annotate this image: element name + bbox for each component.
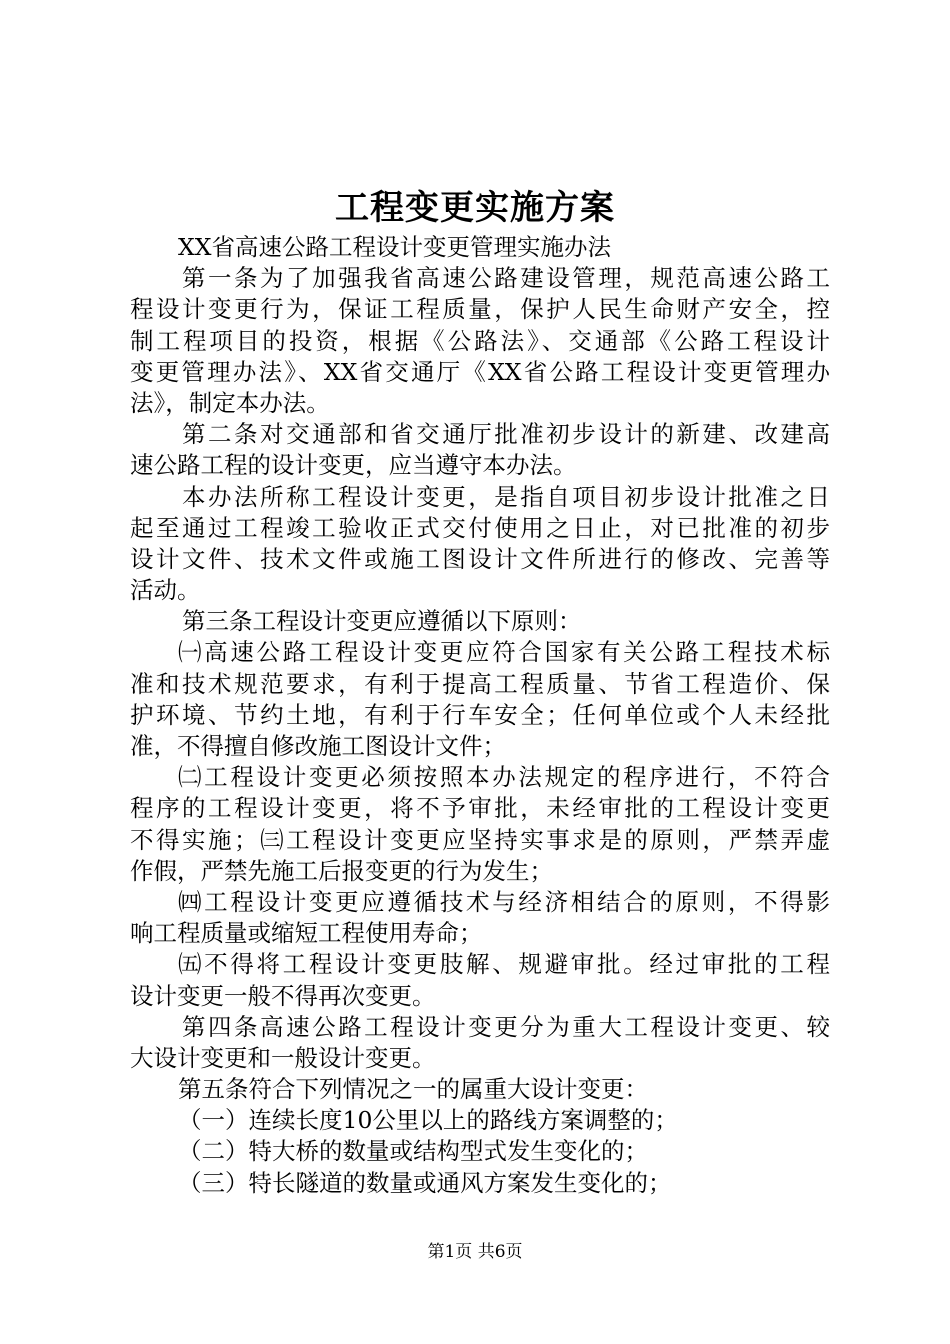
text-line: 准，不得擅自修改施工图设计文件； bbox=[130, 732, 506, 760]
text-line: 法》，制定本办法。 bbox=[130, 388, 330, 417]
document-body bbox=[130, 232, 830, 1199]
text-line: 第三条工程设计变更应遵循以下原则： bbox=[182, 607, 582, 636]
text-line: 本办法所称工程设计变更，是指自项目初步设计批准之日 bbox=[182, 482, 830, 511]
text-line: 第五条符合下列情况之一的属重大设计变更： bbox=[178, 1075, 648, 1104]
text-line: （三）特长隧道的数量或通风方案发生变化的； bbox=[178, 1168, 672, 1197]
text-line: 程序的工程设计变更，将不予审批，未经审批的工程设计变更 bbox=[130, 794, 830, 823]
document-title: 工程变更实施方案 bbox=[335, 188, 615, 228]
subtitle-line: XX省高速公路工程设计变更管理实施办法 bbox=[178, 233, 611, 261]
text-line: （二）特大桥的数量或结构型式发生变化的； bbox=[178, 1137, 648, 1166]
text-line: 变更管理办法》、XX省交通厅《XX省公路工程设计变更管理办 bbox=[130, 357, 830, 386]
text-line: 设计文件、技术文件或施工图设计文件所进行的修改、完善等 bbox=[130, 544, 830, 573]
text-line: 不得实施；㈢工程设计变更应坚持实事求是的原则，严禁弄虚 bbox=[130, 825, 830, 854]
text-line: 活动。 bbox=[130, 576, 201, 605]
text-line: 程设计变更行为，保证工程质量，保护人民生命财产安全，控 bbox=[130, 295, 830, 324]
text-line: 大设计变更和一般设计变更。 bbox=[130, 1043, 436, 1072]
text-line: 作假，严禁先施工后报变更的行为发生； bbox=[130, 856, 553, 885]
text-line: 制工程项目的投资，根据《公路法》、交通部《公路工程设计 bbox=[130, 326, 830, 355]
text-line: （一）连续长度10公里以上的路线方案调整的； bbox=[178, 1106, 678, 1135]
text-line: ㈤不得将工程设计变更肢解、规避审批。经过审批的工程 bbox=[178, 950, 830, 979]
text-line: 设计变更一般不得再次变更。 bbox=[130, 981, 436, 1010]
text-line: ㈡工程设计变更必须按照本办法规定的程序进行，不符合 bbox=[178, 763, 830, 792]
text-line: 护环境、节约土地，有利于行车安全；任何单位或个人未经批 bbox=[130, 700, 830, 729]
text-line: 第二条对交通部和省交通厅批准初步设计的新建、改建高 bbox=[182, 420, 830, 449]
text-line: 起至通过工程竣工验收正式交付使用之日止，对已批准的初步 bbox=[130, 513, 830, 542]
text-line: 第四条高速公路工程设计变更分为重大工程设计变更、较 bbox=[182, 1012, 830, 1041]
text-line: ㈠高速公路工程设计变更应符合国家有关公路工程技术标 bbox=[178, 638, 830, 667]
text-line: 响工程质量或缩短工程使用寿命； bbox=[130, 919, 483, 948]
text-line: 第一条为了加强我省高速公路建设管理，规范高速公路工 bbox=[182, 264, 830, 293]
text-line: ㈣工程设计变更应遵循技术与经济相结合的原则，不得影 bbox=[178, 887, 830, 916]
page-number-footer: 第1页 共6页 bbox=[427, 1242, 523, 1262]
text-line: 速公路工程的设计变更，应当遵守本办法。 bbox=[130, 451, 577, 480]
text-line: 准和技术规范要求，有利于提高工程质量、节省工程造价、保 bbox=[130, 669, 830, 698]
